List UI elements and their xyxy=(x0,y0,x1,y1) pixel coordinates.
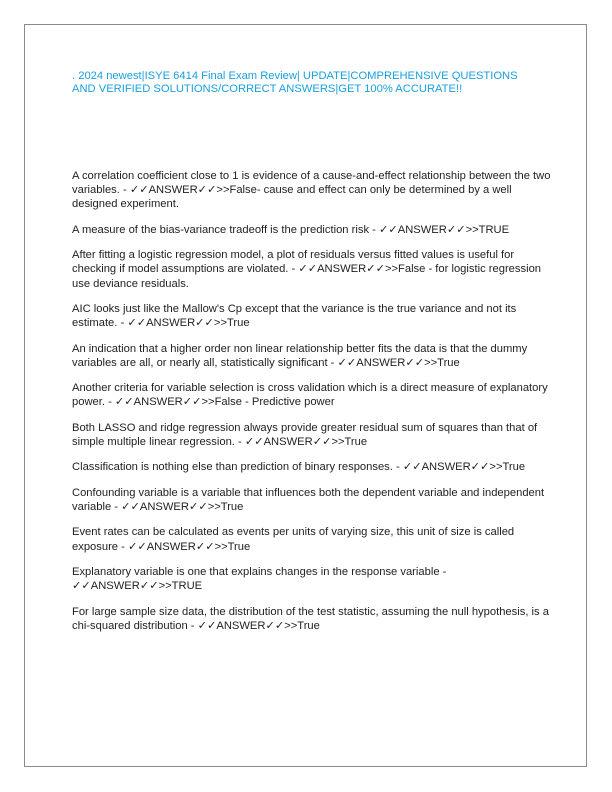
qa-item: A measure of the bias-variance tradeoff is the prediction risk - ✓✓ANSWER✓✓>>TRUE xyxy=(72,223,510,236)
qa-item: Another criteria for variable selection is cross validation which is a direct measure of explanatory power. - ✓✓ANSWER✓✓>>False - Predictive power xyxy=(72,382,548,409)
qa-item: Confounding variable is a variable that influences both the dependent variable and independent variable - ✓✓ANSWER✓✓>>True xyxy=(72,486,545,513)
qa-item: Both LASSO and ridge regression always provide greater residual sum of squares than that of simple multiple linear regression. - ✓✓ANSWER✓✓>>True xyxy=(72,421,538,448)
qa-item: After fitting a logistic regression model, a plot of residuals versus fitted values is useful for checking if model assumptions are violated. - ✓✓ANSWER✓✓>>False - for logistic regression use deviance residuals. xyxy=(72,249,542,290)
qa-item: AIC looks just like the Mallow's Cp except that the variance is the true variance and not its estimate. - ✓✓ANSWER✓✓>>True xyxy=(72,302,517,330)
qa-item: Event rates can be calculated as events per units of varying size, this unit of size is called exposure - ✓✓ANSWER✓✓>>True xyxy=(72,526,515,553)
qa-list xyxy=(72,169,552,644)
qa-item: For large sample size data, the distribution of the test statistic, assuming the null hypothesis, is a chi-squared distribution - ✓✓ANSWER✓✓>>True xyxy=(72,605,549,632)
qa-item: Explanatory variable is one that explains changes in the response variable - ✓✓ANSWER✓✓>>TRUE xyxy=(72,565,447,593)
qa-item: An indication that a higher order non linear relationship better fits the data is that the dummy variables are all, or nearly all, statistically significant - ✓✓ANSWER✓✓>>True xyxy=(72,342,528,369)
qa-item: A correlation coefficient close to 1 is evidence of a cause-and-effect relationship between the two variables. - ✓✓ANSWER✓✓>>False- cause and effect can only be determined by a well designed experiment. xyxy=(72,170,551,211)
document-title: . 2024 newest|ISYE 6414 Final Exam Review| UPDATE|COMPREHENSIVE QUESTIONS AND VERIFIED SOLUTIONS/CORRECT ANSWERS|GET 100% ACCURATE!! xyxy=(72,70,518,96)
qa-item: Classification is nothing else than prediction of binary responses. - ✓✓ANSWER✓✓>>True xyxy=(72,461,526,474)
